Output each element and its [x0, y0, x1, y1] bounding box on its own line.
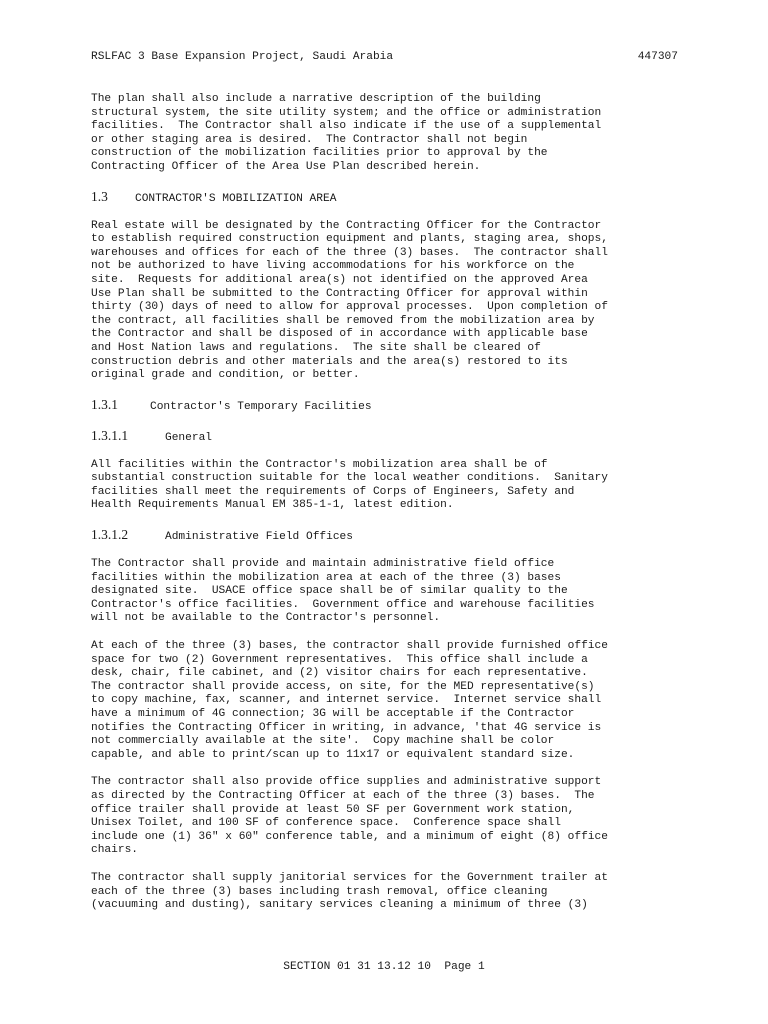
- section-heading-1-3-1-2: [91, 527, 691, 544]
- document-body: [91, 93, 691, 927]
- paragraph-general-facilities: All facilities within the Contractor's mobilization area shall be of substantial construction suitable for the local weather conditions. Sanitary facilities shall meet the requirements of Corps of Engineers, Safety and Health Requirements Manual EM 385-1-1, latest edition.: [91, 458, 608, 512]
- paragraph-janitorial-services: The contractor shall supply janitorial services for the Government trailer at each of the three (3) bases including trash removal, office cleaning (vacuuming and dusting), sanitary services cleaning a minimum of three (3): [91, 871, 608, 912]
- paragraph-mobilization-area: Real estate will be designated by the Contracting Officer for the Contractor to establish required construction equipment and plants, staging area, shops, warehouses and offices for each of the three (3) bases. The contractor shall not be authorized to have living accommodations for his workforce on the site. Requests for additional area(s) not identified on the approved Area Use Plan shall be submitted to the Contracting Officer for approval within thirty (30) days of need to allow for approval processes. Upon completion of the contract, all facilities shall be removed from the mobilization area by the Contractor and shall be disposed of in accordance with applicable base and Host Nation laws and regulations. The site shall be cleared of construction debris and other materials and the area(s) restored to its original grade and condition, or better.: [91, 219, 608, 382]
- section-heading-1-3-1-1: [91, 428, 691, 445]
- section-title: Administrative Field Offices: [165, 531, 353, 544]
- page-footer: SECTION 01 31 13.12 10 Page 1: [283, 961, 485, 973]
- section-title: Contractor's Temporary Facilities: [150, 400, 372, 413]
- section-title: General: [165, 431, 212, 444]
- section-number: 1.3.1: [91, 396, 118, 412]
- section-number: 1.3: [91, 188, 108, 204]
- section-number: 1.3.1.1: [91, 427, 129, 443]
- section-number: 1.3.1.2: [91, 527, 129, 543]
- section-heading-1-3-1: [91, 397, 691, 414]
- paragraph-office-supplies: The contractor shall also provide office supplies and administrative support as directed by the Contracting Officer at each of the three (3) bases. The office trailer shall provide at least 50 SF per Government work station, Unisex Toilet, and 100 SF of conference space. Conference space shall include one (1) 36" x 60" conference table, and a minimum of eight (8) office chairs.: [91, 776, 608, 857]
- section-heading-1-3: [91, 189, 691, 206]
- header-project-title: RSLFAC 3 Base Expansion Project, Saudi Arabia: [91, 51, 394, 63]
- paragraph-area-use-plan: The plan shall also include a narrative description of the building structural system, the site utility system; and the office or administration facilities. The Contractor shall also indicate if the use of a supplemental or other staging area is desired. The Contractor shall not begin construction of the mobilization facilities prior to approval by the Contracting Officer of the Area Use Plan described herein.: [91, 93, 602, 173]
- paragraph-government-office-space: At each of the three (3) bases, the contractor shall provide furnished office space for two (2) Government representatives. This office shall include a desk, chair, file cabinet, and (2) visitor chairs for each representative. The contractor shall provide access, on site, for the MED representative(s) to copy machine, fax, scanner, and internet service. Internet service shall have a minimum of 4G connection; 3G will be acceptable if the Contractor notifies the Contracting Officer in writing, in advance, 'that 4G service is not commercially available at the site'. Copy machine shall be color capable, and able to print/scan up to 11x17 or equivalent standard size.: [91, 640, 608, 761]
- paragraph-field-offices: The Contractor shall provide and maintain administrative field office facilities within the mobilization area at each of the three (3) bases designated site. USACE office space shall be of similar quality to the Contractor's office facilities. Government office and warehouse facilities will not be available to the Contractor's personnel.: [91, 558, 595, 625]
- header-document-number: 447307: [637, 51, 678, 63]
- section-title: CONTRACTOR'S MOBILIZATION AREA: [135, 192, 337, 205]
